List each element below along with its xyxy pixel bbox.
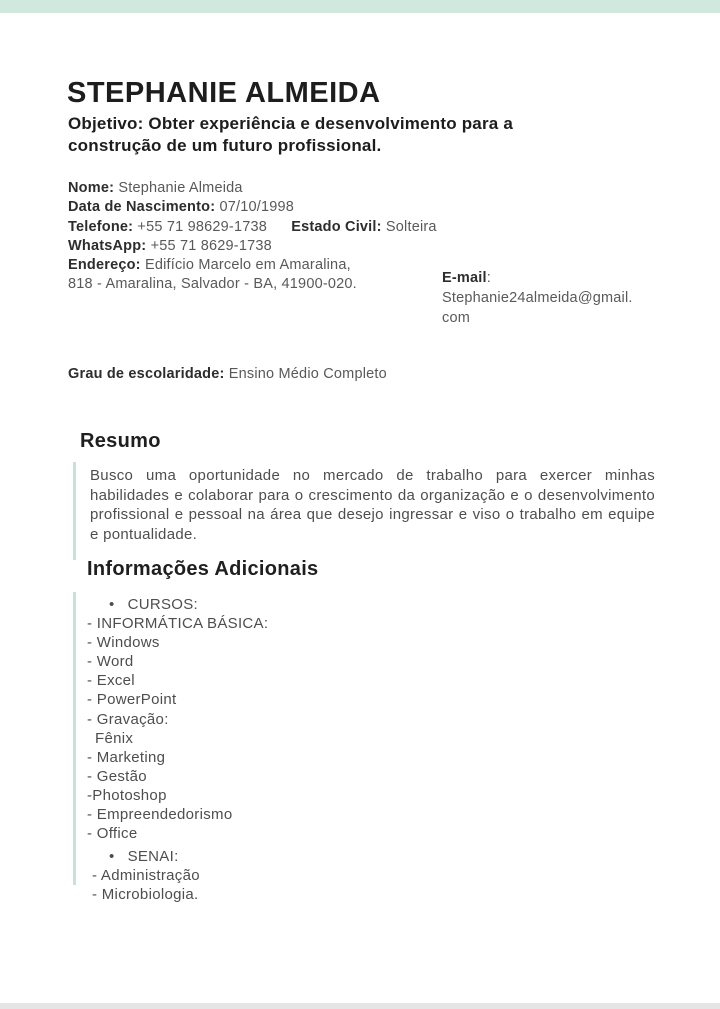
bullet-icon: •: [109, 596, 115, 613]
bullet-item-cursos: [87, 595, 268, 614]
education-row: [68, 366, 387, 382]
section-heading-resumo: Resumo: [80, 430, 161, 452]
address-value-line-2: 818 - Amaralina, Salvador - BA, 41900-020.: [68, 276, 357, 293]
detail-row-whatsapp: [68, 237, 437, 256]
list-item: Fênix: [95, 729, 134, 747]
courses-group: [73, 592, 268, 885]
email-colon: :: [486, 270, 491, 286]
cursos-label: CURSOS:: [127, 596, 199, 613]
name-label: Nome:: [68, 180, 115, 196]
page-title: STEPHANIE ALMEIDA: [67, 77, 381, 109]
list-item: - PowerPoint: [87, 691, 177, 709]
detail-row-phone-marital: [68, 218, 437, 237]
list-item: - Windows: [87, 634, 160, 652]
address-value-line-1: Edifício Marcelo em Amaralina,: [144, 257, 351, 274]
email-label-line: [442, 268, 633, 288]
marital-label: Estado Civil:: [291, 218, 382, 235]
bullet-item-senai: [87, 847, 268, 866]
email-label: E-mail: [442, 270, 487, 286]
email-value-line-2: com: [442, 310, 470, 326]
list-item: - Marketing: [87, 748, 166, 766]
list-item: - Office: [87, 825, 138, 843]
marital-value: Solteira: [385, 218, 437, 235]
bottom-bar: [0, 1003, 720, 1009]
list-item: - Empreendedorismo: [87, 806, 233, 824]
additional-info-list: [73, 592, 268, 905]
education-value: Ensino Médio Completo: [228, 366, 387, 382]
personal-details: [68, 179, 437, 295]
list-item: - Gravação:: [87, 710, 169, 728]
objective-line-2: construção de um futuro profissional.: [68, 136, 382, 155]
detail-row-address-2: [68, 275, 437, 294]
phone-label: Telefone:: [68, 218, 134, 235]
whatsapp-label: WhatsApp:: [68, 237, 147, 254]
list-item: -Photoshop: [87, 786, 167, 804]
objective-text: [68, 113, 513, 157]
email-value-line-1: Stephanie24almeida@gmail.: [442, 290, 633, 306]
birth-label: Data de Nascimento:: [68, 199, 216, 216]
list-item: - Gestão: [87, 767, 147, 785]
top-accent-bar: [0, 0, 720, 13]
education-label: Grau de escolaridade:: [68, 366, 225, 382]
bullet-icon: •: [109, 848, 115, 866]
whatsapp-value: +55 71 8629-1738: [150, 237, 272, 254]
detail-row-birth: [68, 198, 437, 217]
email-block: [442, 268, 633, 328]
objective-line-1: Objetivo: Obter experiência e desenvolvimento para a: [68, 114, 513, 133]
list-item: - Excel: [87, 672, 135, 690]
detail-row-name: [68, 179, 437, 198]
list-item: - Word: [87, 653, 134, 671]
address-label: Endereço:: [68, 257, 141, 274]
senai-label: SENAI:: [127, 848, 179, 866]
section-heading-informacoes-adicionais: Informações Adicionais: [87, 558, 319, 580]
list-item: - INFORMÁTICA BÁSICA:: [87, 615, 269, 633]
resumo-paragraph: Busco uma oportunidade no mercado de trabalho para exercer minhas habilidades e colaborar para o crescimento da organização e o desenvolvimento profissional e pessoal na área que desejo ingressar e viso o trabalho em equipe e pontualidade.: [73, 462, 655, 560]
phone-value: +55 71 98629-1738: [137, 218, 268, 235]
name-value: Stephanie Almeida: [118, 180, 243, 196]
birth-value: 07/10/1998: [219, 199, 295, 216]
detail-row-address: [68, 256, 437, 275]
list-item: - Microbiologia.: [92, 886, 199, 904]
list-item: - Administração: [92, 867, 200, 885]
